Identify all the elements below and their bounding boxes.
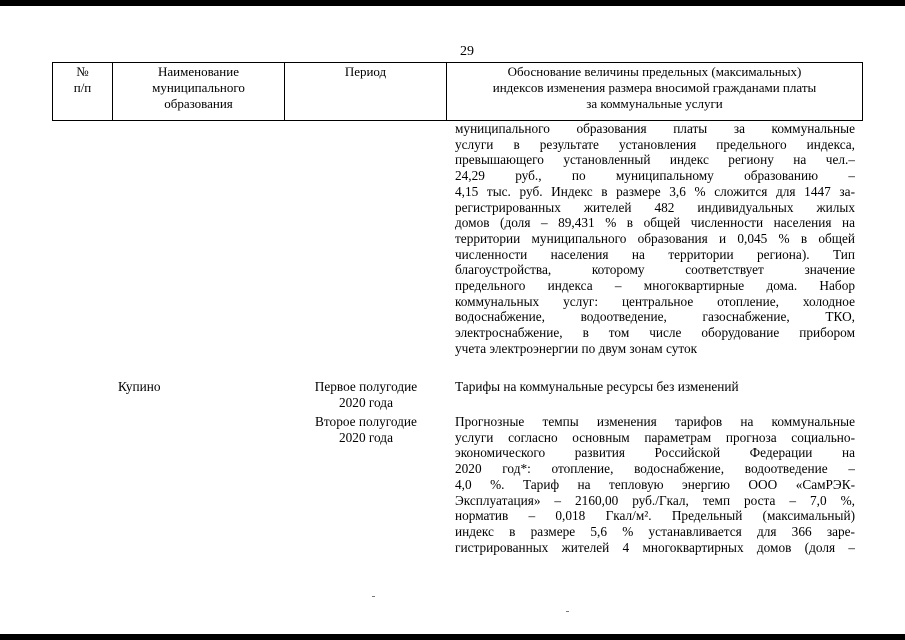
- bottom-border: [0, 634, 905, 640]
- justification-first-half: Тарифы на коммунальные ресурсы без изменений: [455, 379, 739, 394]
- header-top-rule: [52, 62, 863, 63]
- header-number-column: № п/п: [73, 64, 92, 95]
- justification-second-half: Прогнозные темпы изменения тарифов на коммунальные услуги согласно основным параметрам прогноза социально- экономического развития Российской Федерации на 2020 год*: отопление, водоснабжение, водоотведение – 4,0 %. Тариф на тепловую энергию ООО «СамРЭК- Эксплуатация» – 2160,00 руб./Гкал, темп роста – 7,0 %, норматив – 0,018 Гкал/м². Предельный (максимальный) индекс в размере 5,6 % устанавливается для 366 заре- гистрированных жителей 4 многоквартирных домов (доля –: [455, 414, 855, 555]
- top-border: [0, 0, 905, 6]
- period-first-half: Первое полугодие 2020 года: [314, 379, 418, 410]
- scan-speck: [372, 596, 375, 597]
- continued-justification-text: муниципального образования платы за коммунальные услуги в результате установления предельного индекса, превышающего установленный индекс региону на чел.– 24,29 руб., по муниципальному образованию – 4,15 тыс. руб. Индекс в размере 3,6 % сложится для 1447 за- регистрированных жителей 482 индивидуальных жилых домов (доля – 89,431 % в общей численности населения на территории муниципального образования и 0,045 % в общей численности населения на территории региона). Тип благоустройства, которому соответствует значение предельного индекса – многоквартирные дома. Набор коммунальных услуг: центральное отопление, холодное водоснабжение, водоотведение, газоснабжение, ТКО, электроснабжение, в том числе оборудование прибором учета электроэнергии по двум зонам суток: [455, 121, 855, 356]
- municipality-name: Купино: [118, 379, 161, 394]
- header-divider: [862, 62, 863, 121]
- header-municipality-column: Наименование муниципального образования: [152, 64, 245, 111]
- scan-speck: [566, 611, 569, 612]
- header-period-column: Период: [344, 64, 387, 79]
- page-number: 29: [460, 44, 474, 59]
- period-second-half: Второе полугодие 2020 года: [315, 414, 417, 445]
- header-justification-column: Обоснование величины предельных (максимальных) индексов изменения размера вносимой гражданами платы за коммунальные услуги: [492, 64, 817, 111]
